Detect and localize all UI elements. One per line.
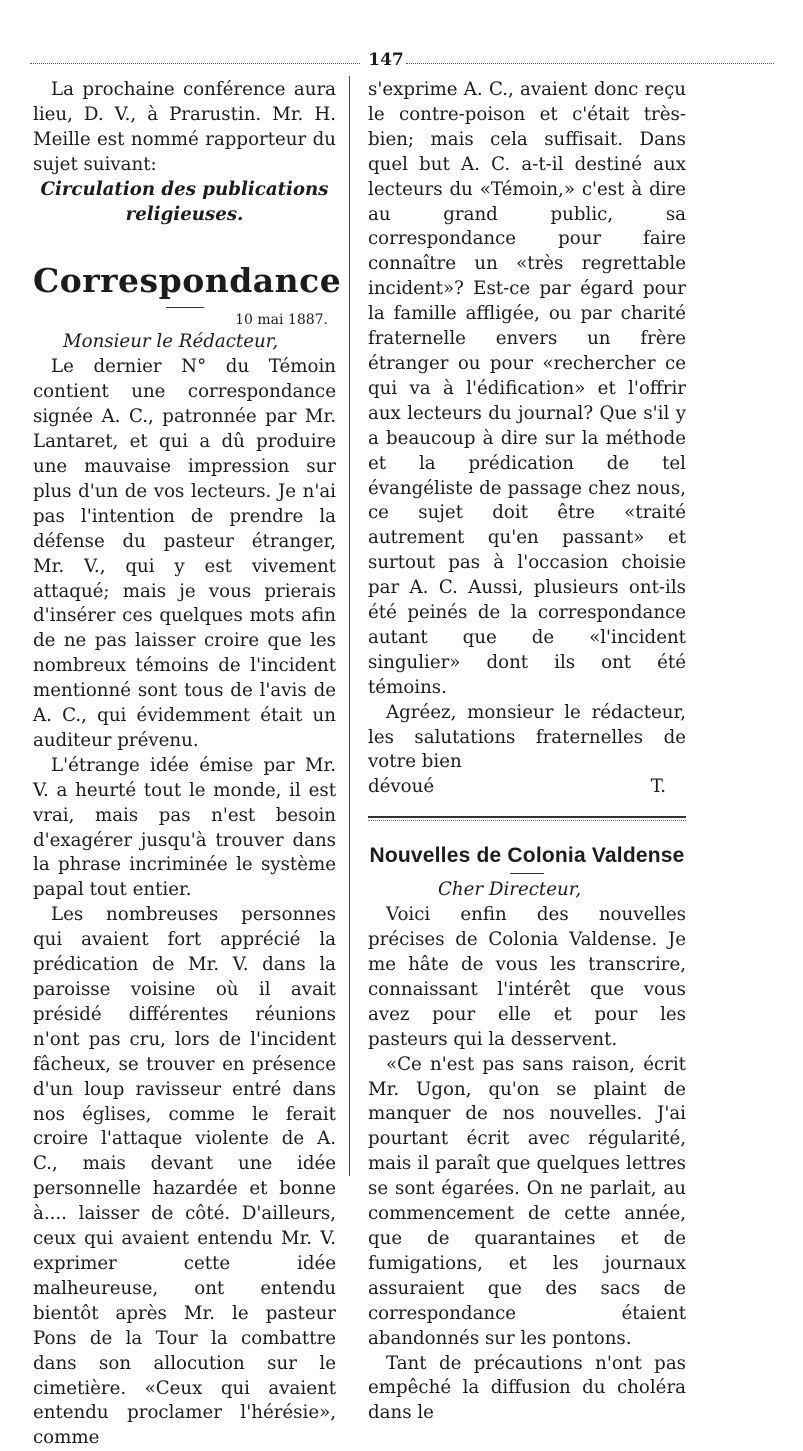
closing-word: dévoué: [368, 776, 435, 798]
letter-paragraph-continued: s'exprime A. C., avaient donc reçu le contre-poison et c'était très-bien; mais cela suffisait. Dans quel but A. C. a-t-il destiné aux lecteurs du «Témoin,» c'est à dire au grand public, sa correspondance pour faire connaître un «très regrettable incident»? Est-ce par égard pour la famille affligée, ou par charité fraternelle envers un frère étranger ou pour «rechercher ce qui va à l'édification» et l'offrir aux lecteurs du journal? Que s'il y a beaucoup à dire sur la méthode et la prédication de tel évangéliste de passage chez nous, ce sujet doit être «traité autrement qu'en passant» et surtout pas à l'occasion choisie par A. C. Aussi, plusieurs ont-ils été peinés de la correspondance autant que de «l'incident singulier» dont ils ont été témoins.: [368, 79, 686, 698]
letter-salutation: Monsieur le Rédacteur,: [63, 331, 279, 353]
nouvelles-paragraph-2: «Ce n'est pas sans raison, écrit Mr. Ugon, qu'on se plaint de manquer de nos nouvelles. J'ai pourtant écrit avec régularité, mais il paraît que quelques lettres se sont égarées. On ne parlait, au commencement de cette année, que de quarantaines et de fumigations, et les journaux assuraient que des sacs de correspondance étaient abandonnés sur les pontons.: [368, 1053, 686, 1349]
nouvelles-paragraph-3: Tant de précautions n'ont pas empêché la diffusion du choléra dans le: [368, 1352, 686, 1424]
letter-closing: Agréez, monsieur le rédacteur, les salutations fraternelles de votre bien: [368, 701, 686, 773]
nouvelles-dash: [510, 873, 544, 874]
letter-paragraph-1: Le dernier N° du Témoin contient une correspondance signée A. C., patronnée par Mr. Lantaret, et qui a dû produire une mauvaise impression sur plus d'un de vos lecteurs. Je n'ai pas l'intention de prendre la défense du pasteur étranger, Mr. V., qui y est vivement attaqué; mais je vous prierais d'insérer ces quelques mots afin de ne pas laisser croire que les nombreux témoins de l'incident mentionné sont tous de l'avis de A. C., qui évidemment était un auditeur prévenu.: [33, 356, 336, 751]
letter-paragraph-3: Les nombreuses personnes qui avaient fort apprécié la prédication de Mr. V. dans la paroisse voisine où il avait présidé différentes réunions n'ont pas cru, lors de l'incident fâcheux, se trouver en présence d'un loup ravisseur entré dans nos églises, comme le ferait croire l'attaque violente de A. C., mais devant une idée personnelle hazardée et bonne à.... laisser de côté. D'ailleurs, ceux qui avaient entendu Mr. V. exprimer cette idée malheureuse, ont entendu bientôt après Mr. le pasteur Pons de la Tour la combattre dans son allocution sur le cimetière. «Ceux qui avaient entendu proclamer l'hérésie», comme: [33, 904, 336, 1449]
correspondance-heading: Correspondance: [33, 261, 342, 301]
signature-initial: T.: [650, 776, 666, 798]
section-rule-dotted: [368, 820, 686, 821]
header-rule-right: [406, 63, 774, 64]
page-header: [30, 52, 774, 72]
column-separator: [349, 76, 350, 1176]
header-rule-left: [30, 63, 360, 64]
nouvelles-heading: Nouvelles de Colonia Valdense: [369, 844, 685, 868]
letter-signature-line: [368, 775, 686, 800]
nouvelles-paragraph-1: Voici enfin des nouvelles précises de Colonia Valdense. Je me hâte de vous les transcrire, connaissant l'intérêt que vous avez pour elle et pour les pasteurs qui la desservent.: [368, 904, 686, 1050]
page-number: 147: [368, 50, 404, 70]
heading-dash: [166, 307, 204, 308]
right-column: [368, 78, 686, 1426]
nouvelles-salutation: Cher Directeur,: [438, 879, 582, 901]
conference-subject: Circulation des publications religieuses.: [40, 178, 329, 225]
letter-date: 10 mai 1887.: [235, 312, 328, 329]
conference-notice: La prochaine conférence aura lieu, D. V., à Prarustin. Mr. H. Meille est nommé rapporteur du sujet suivant:: [33, 79, 336, 175]
section-rule: [368, 816, 686, 818]
letter-paragraph-2: L'étrange idée émise par Mr. V. a heurté tout le monde, il est vrai, mais pas n'est besoin d'exagérer jusqu'à trouver dans la phrase incriminée le système papal tout entier.: [33, 754, 336, 901]
left-column: [33, 78, 342, 1451]
